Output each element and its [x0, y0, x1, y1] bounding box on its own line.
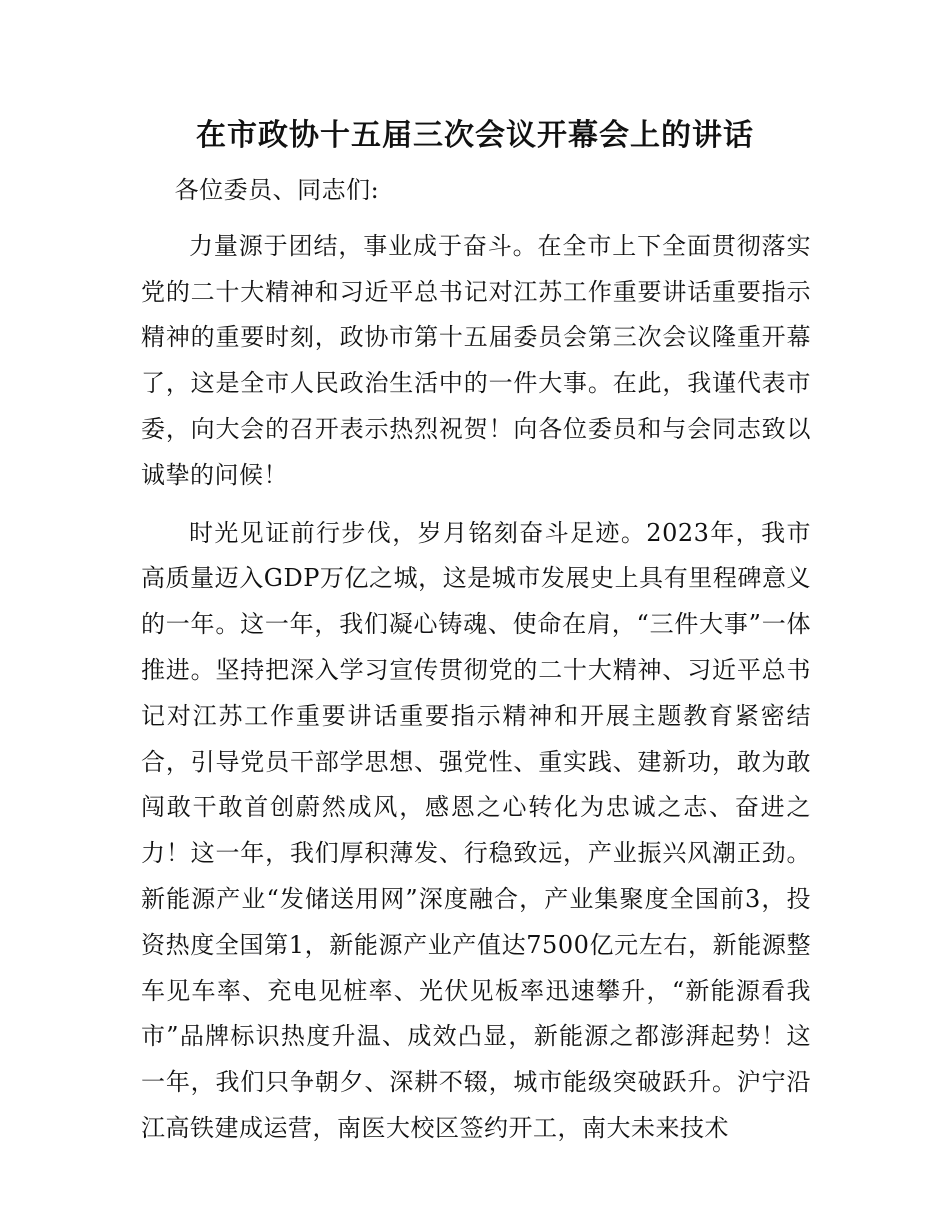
salutation: 各位委员、同志们: [174, 176, 380, 204]
paragraph-2: 时光见证前行步伐，岁月铭刻奋斗足迹。2023年，我市高质量迈入GDP万亿之城，这是城市发展史上具有里程碑意义的一年。这一年，我们凝心铸魂、使命在肩，“三件大事”一体推进。坚持把深入学习宣传贯彻党的二十大精神、习近平总书记对江苏工作重要讲话重要指示精神和开展主题教育紧密结合，引导党员干部学思想、强党性、重实践、建新功，敢为敢闯敢干敢首创蔚然成风，感恩之心转化为忠诚之志、奋进之力！这一年，我们厚积薄发、行稳致远，产业振兴风潮正劲。新能源产业“发储送用网”深度融合，产业集聚度全国前3，投资热度全国第1，新能源产业产值达7500亿元左右，新能源整车见车率、充电见桩率、光伏见板率迅速攀升，“新能源看我市”品牌标识热度升温、成效凸显，新能源之都澎湃起势！这一年，我们只争朝夕、深耕不辍，城市能级突破跃升。沪宁沿江高铁建成运营，南医大校区签约开工，南大未来技术 [141, 518, 811, 1142]
document-body [141, 168, 811, 1152]
document-title: 在市政协十五届三次会议开幕会上的讲话 [196, 118, 754, 153]
paragraph-1: 力量源于团结，事业成于奋斗。在全市上下全面贯彻落实党的二十大精神和习近平总书记对江苏工作重要讲话重要指示精神的重要时刻，政协市第十五届委员会第三次会议隆重开幕了，这是全市人民政治生活中的一件大事。在此，我谨代表市委，向大会的召开表示热烈祝贺！向各位委员和与会同志致以诚挚的问候！ [141, 231, 811, 489]
